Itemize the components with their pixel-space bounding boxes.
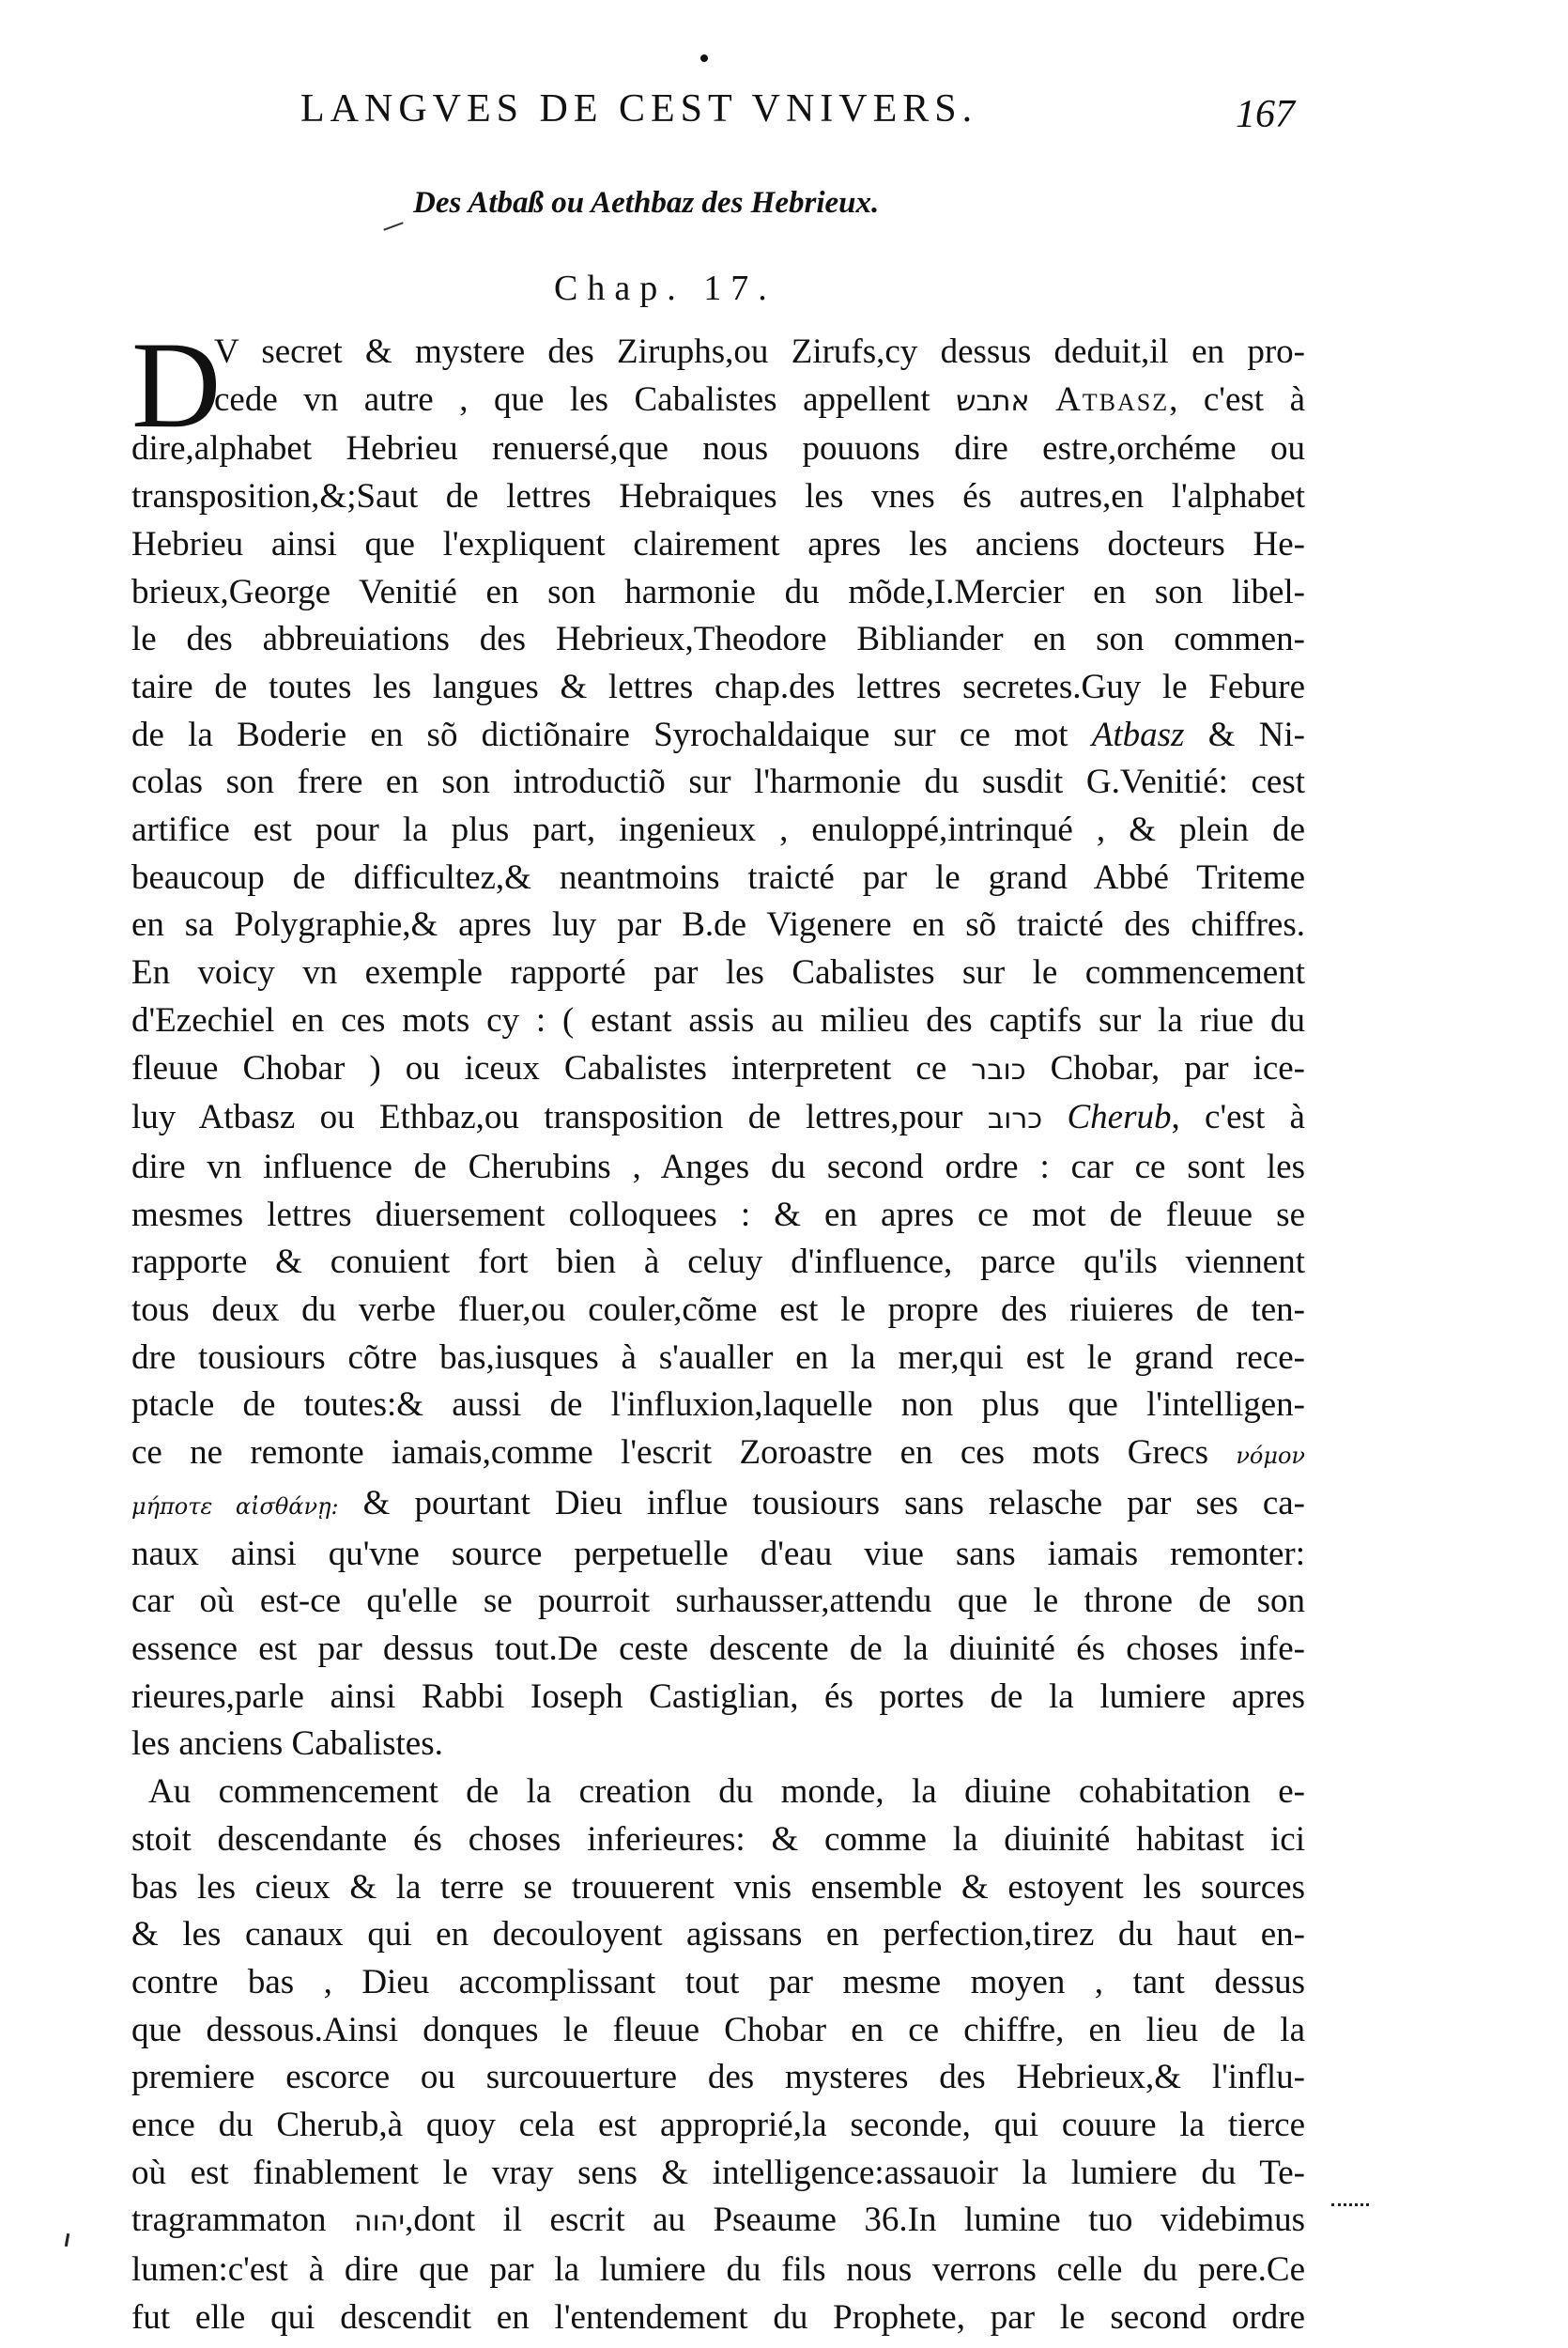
- paragraph: [131, 316, 1306, 1769]
- text-line: lumen:c'est à dire que par la lumiere du fils nous verrons celle du pere.Ce: [131, 2250, 1305, 2290]
- text-line: stoit descendante és choses inferieures: & comme la diuinité habitast ici: [131, 1819, 1305, 1859]
- text-line: dire,alphabet Hebrieu renuersé,que nous pouuons dire estre,orchéme ou: [131, 429, 1305, 469]
- text-line: V secret & mystere des Ziruphs,ou Zirufs,cy dessus deduit,il en pro-: [214, 332, 1305, 371]
- text-line: contre bas , Dieu accomplissant tout par mesme moyen , tant dessus: [131, 1962, 1305, 2001]
- text-line: ptacle de toutes:& aussi de l'influxion,laquelle non plus que l'intelligen-: [131, 1385, 1305, 1425]
- greek-word: νόμον: [1236, 1443, 1306, 1470]
- text-line: Au commencement de la creation du monde, la diuine cohabitation e-: [148, 1772, 1305, 1812]
- text-line: ence du Cherub,à quoy cela est approprié,la seconde, qui couure la tierce: [131, 2106, 1305, 2145]
- text-line: dire vn influence de Cherubins , Anges du second ordre : car ce sont les: [131, 1147, 1305, 1186]
- ink-mark: [1331, 2203, 1369, 2209]
- text-line: de la Boderie en sõ dictiõnaire Syrochaldaique sur ce mot Atbasz & Ni-: [131, 715, 1306, 754]
- text-line: dre tousiours cõtre bas,iusques à s'aualler en la mer,qui est le grand rece-: [131, 1337, 1305, 1377]
- text-line: beaucoup de difficultez,& neantmoins traicté par le grand Abbé Triteme: [131, 857, 1305, 897]
- text-line: les anciens Cabalistes.: [131, 1724, 443, 1764]
- text-line: En voicy vn exemple rapporté par les Cabalistes sur le commencement: [131, 953, 1305, 993]
- text-line: colas son frere en son introductiõ sur l'harmonie du susdit G.Venitié: cest: [131, 763, 1305, 802]
- ink-mark: [65, 2233, 69, 2247]
- chapter-heading: Chap. 17.: [554, 269, 776, 308]
- text-line: le des abbreuiations des Hebrieux,Theodore Bibliander en son commen-: [131, 620, 1305, 659]
- hebrew-word: כרוב: [987, 1103, 1043, 1136]
- hebrew-word: כובר: [971, 1053, 1026, 1087]
- text-line: cede vn autre , que les Cabalistes appellent אתבש Atbasz, c'est à: [214, 379, 1305, 419]
- drop-cap: D: [131, 316, 222, 454]
- text-line: mesmes lettres diuersement colloquees : & en apres ce mot de fleuue se: [131, 1195, 1305, 1234]
- text-line: ce ne remonte iamais,comme l'escrit Zoroastre en ces mots Grecs νόμον: [131, 1433, 1306, 1473]
- text-line: naux ainsi qu'vne source perpetuelle d'eau viue sans iamais remonter:: [131, 1534, 1305, 1573]
- text-line: où est finablement le vray sens & intelligence:assauoir la lumiere du Te-: [131, 2153, 1305, 2192]
- text-line: μήποτε αἰσθάνῃ: & pourtant Dieu influe tousiours sans relasche par ses ca-: [131, 1483, 1305, 1522]
- text-line: que dessous.Ainsi donques le fleuue Chobar en ce chiffre, en lieu de la: [131, 2010, 1305, 2049]
- ink-mark: [383, 222, 403, 230]
- text-line: rapporte & conuient fort bien à celuy d'influence, parce qu'ils viennent: [131, 1243, 1305, 1282]
- text-line: rieures,parle ainsi Rabbi Ioseph Castiglian, és portes de la lumiere apres: [131, 1676, 1305, 1716]
- hebrew-word: אתבש: [956, 384, 1030, 418]
- text-line: brieux,George Venitié en son harmonie du mõde,I.Mercier en son libel-: [131, 572, 1305, 611]
- body-text: [131, 316, 1306, 2342]
- text-line: premiere escorce ou surcouuerture des mysteres des Hebrieux,& l'influ-: [131, 2058, 1305, 2097]
- text-line: tous deux du verbe fluer,ou couler,cõme est le propre des riuieres de ten-: [131, 1290, 1305, 1330]
- text-line: fleuue Chobar ) ou iceux Cabalistes interpretent ce כובר Chobar, par ice-: [131, 1048, 1305, 1088]
- text-line: Hebrieu ainsi que l'expliquent clairement apres les anciens docteurs He-: [131, 524, 1305, 564]
- text-line: & les canaux qui en decouloyent agissans en perfection,tirez du haut en-: [131, 1915, 1305, 1954]
- section-title: Des Atbaß ou Aethbaz des Hebrieux.: [413, 186, 880, 220]
- paragraph: [131, 1769, 1305, 2341]
- text-line: d'Ezechiel en ces mots cy : ( estant assis au milieu des captifs sur la riue du: [131, 1000, 1305, 1040]
- text-line: fut elle qui descendit en l'entendement du Prophete, par le second ordre: [131, 2297, 1305, 2337]
- greek-word: μήποτε αἰσθάνῃ:: [131, 1492, 339, 1520]
- ink-dot: [700, 54, 708, 62]
- text-line: essence est par dessus tout.De ceste descente de la diuinité és choses infe-: [131, 1629, 1305, 1668]
- text-line: transposition,&;Saut de lettres Hebraiques les vnes és autres,en l'alphabet: [131, 477, 1305, 517]
- term: Atbasz: [1055, 379, 1170, 419]
- text-line: artifice est pour la plus part, ingenieux , enuloppé,intrinqué , & plein de: [131, 811, 1305, 850]
- hebrew-word: יהוה: [353, 2205, 406, 2239]
- text-line: bas les cieux & la terre se trouuerent vnis ensemble & estoyent les sources: [131, 1867, 1305, 1907]
- text-line: en sa Polygraphie,& apres luy par B.de Vigenere en sõ traicté des chiffres.: [131, 905, 1305, 945]
- text-line: taire de toutes les langues & lettres chap.des lettres secretes.Guy le Febure: [131, 667, 1305, 706]
- text-line: luy Atbasz ou Ethbaz,ou transposition de lettres,pour כרוב Cherub, c'est à: [131, 1098, 1305, 1137]
- page-number: 167: [1236, 93, 1295, 136]
- text-line: tragrammaton יהוה,dont il escrit au Pseaume 36.In lumine tuo videbimus: [131, 2201, 1305, 2240]
- running-head: LANGVES DE CEST VNIVERS.: [300, 87, 978, 131]
- text-line: car où est-ce qu'elle se pourroit surhausser,attendu que le throne de son: [131, 1582, 1305, 1621]
